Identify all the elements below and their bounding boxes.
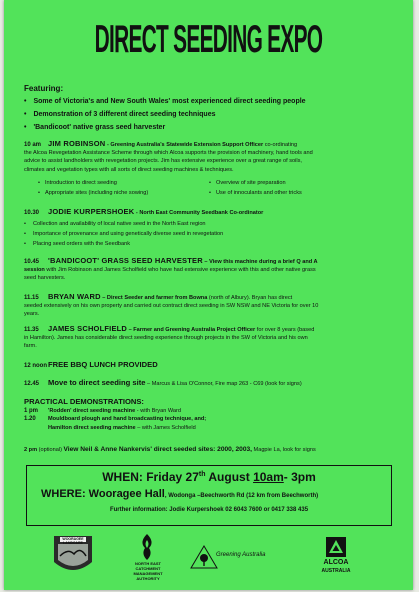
demo-title: Hamilton direct seeding machine <box>48 424 136 431</box>
session-jodie-kurpershoek <box>24 208 389 217</box>
feature-item: • Demonstration of 3 different direct seeding techniques <box>24 108 306 121</box>
flame-icon <box>137 532 157 562</box>
bullet-item: • Overview of site preparation <box>209 180 286 186</box>
jim-bullets-right <box>209 178 302 198</box>
session-desc: Magpie La, look for signs <box>252 447 316 453</box>
practical-demonstrations <box>24 398 389 432</box>
speaker-name: JODIE KURPERSHOEK <box>48 207 135 216</box>
alcoa-text <box>316 559 356 575</box>
session-desc: co-ordinating <box>263 142 298 148</box>
necma-line: NORTH EAST <box>135 561 161 566</box>
optional-label: (optional) <box>37 447 64 453</box>
when-month: August <box>205 470 254 484</box>
demo-desc: – with James Scholfield <box>135 424 196 431</box>
further-info: Further information: Jodie Kurpershoek 02 6043 7600 or 0417 338 435 <box>109 507 309 513</box>
speaker-name: JIM ROBINSON <box>48 139 106 148</box>
speaker-name: BRYAN WARD <box>48 292 101 301</box>
session-time: 1.20 <box>24 416 36 423</box>
session-time: 10 am <box>24 142 42 148</box>
speaker-role: – Direct Seeder and farmer from Bowna <box>100 295 208 301</box>
when-sup: th <box>198 471 206 478</box>
session-bryan-ward <box>24 293 389 319</box>
greening-text: Greening Australia <box>216 552 266 558</box>
bullet-item: • Collection and availability of local native seed in the North East region <box>24 219 223 229</box>
session-desc: farm. <box>24 343 37 350</box>
session-title: Move to direct seeding site <box>48 378 146 387</box>
when-end: - 3pm <box>283 470 316 484</box>
demo-desc: - with Bryan Ward <box>135 408 182 415</box>
where-label: WHERE: Wooragee Hall <box>41 488 165 500</box>
feature-list <box>24 95 306 134</box>
flyer-page <box>4 0 413 590</box>
session-time: 11.15 <box>24 295 39 301</box>
feature-item: • Some of Victoria's and New South Wales' most experienced direct seeding people <box>24 95 306 108</box>
session-optional-visit <box>24 446 389 454</box>
session-time: 12 noon <box>24 363 48 369</box>
necma-text <box>130 561 166 581</box>
necma-line: MANAGEMENT <box>133 571 163 576</box>
session-desc: for over 8 years (based <box>255 327 315 333</box>
alcoa-line: AUSTRALIA <box>321 568 351 574</box>
jim-bullets-left <box>38 178 148 198</box>
alcoa-line: ALCOA <box>323 559 349 566</box>
session-desc: (north of Albury). Bryan has direct <box>207 295 293 301</box>
session-bandicoot <box>24 257 389 283</box>
session-desc: seed harvesters. <box>24 275 66 282</box>
when-start: 10am <box>253 470 284 484</box>
bullet-item: • Use of innoculants and other tricks <box>209 190 302 196</box>
session-desc: advice to assist landholders with revegetation projects. Jim has extensive experience over a great range of soils, <box>24 158 302 165</box>
session-time: 12.45 <box>24 381 40 387</box>
session-jim-robinson <box>24 140 389 174</box>
speaker-role: - North East Community Seedbank Co-ordinator <box>134 210 264 216</box>
speaker-name: JAMES SCHOLFIELD <box>48 324 128 333</box>
bullet-item: • Introduction to direct seeding <box>38 180 117 186</box>
session-lunch <box>24 361 389 370</box>
session-title: View Neil & Anne Nankervis' direct seeded sites: 2000, 2003, <box>63 446 252 453</box>
practical-heading: PRACTICAL DEMONSTRATIONS: <box>24 397 144 406</box>
session-james-scholfield <box>24 325 389 351</box>
tree-triangle-icon <box>189 544 219 570</box>
session-desc: years. <box>24 311 40 318</box>
session-title: FREE BBQ LUNCH PROVIDED <box>48 360 158 369</box>
session-time: 10.30 <box>24 210 40 216</box>
session-desc: seeded extensively on his own property and carried out contract direct seeding in SW NSW and NE Victoria for over 10 <box>24 303 319 310</box>
session-title: 'BANDICOOT' GRASS SEED HARVESTER <box>48 256 203 265</box>
bullet-item: • Appropriate sites (including niche sowing) <box>38 190 148 196</box>
alcoa-triangle-icon <box>325 536 347 558</box>
event-when <box>27 470 391 484</box>
session-move-site <box>24 379 389 388</box>
session-time: 11.35 <box>24 327 39 333</box>
flyer-title: DIRECT SEEDING EXPO <box>94 18 323 62</box>
session-time: 2 pm <box>24 447 38 453</box>
speaker-role: – Farmer and Greening Australia Project Officer <box>127 327 256 333</box>
when-label: WHEN: Friday 27 <box>102 470 199 484</box>
session-desc: climates and vegetation types with all sorts of direct seeding machines & techniques. <box>24 166 234 173</box>
session-desc: in Hamilton). James has considerable direct seeding experience through projects in the SW of Victoria and his own <box>24 335 308 342</box>
speaker-role: - Greening Australia's Statewide Extension Support Officer <box>105 142 264 148</box>
where-detail: , Wodonga –Beechworth Rd (12 km from Beechworth) <box>164 493 319 499</box>
event-where <box>41 488 318 500</box>
necma-line: AUTHORITY <box>136 576 160 581</box>
session-role: – View this machine during a brief Q and A <box>202 259 318 265</box>
bullet-item: • Importance of provenance and using genetically diverse seed in revegetation <box>24 229 223 239</box>
session-time: 10.45 <box>24 259 40 265</box>
session-desc: with Jim Robinson and James Scholfield who have had extensive experience with this and other native grass <box>44 267 316 274</box>
featuring-label: Featuring: <box>24 84 64 93</box>
session-desc: session <box>24 267 45 274</box>
session-desc: the Alcoa Revegetation Assistance Scheme through which Alcoa supports the provision of machinery, hand tools and <box>24 150 313 157</box>
session-desc: – Marcus & Lisa O'Connor, Fire map 263 - C69 (look for signs) <box>145 381 302 387</box>
feature-item: • 'Bandicoot' native grass seed harvester <box>24 121 306 134</box>
event-details-box <box>26 465 392 526</box>
session-time: 1 pm <box>24 408 39 415</box>
necma-line: CATCHMENT <box>135 566 161 571</box>
demo-title: Mouldboard plough and hand broadcasting technique, and; <box>48 416 207 423</box>
bullet-item: • Placing seed orders with the Seedbank <box>24 239 223 249</box>
demo-title: 'Rodden' direct seeding machine <box>48 408 136 415</box>
wooragee-text: WOORAGEE LANDCARE <box>62 537 84 545</box>
jodie-bullets <box>24 219 223 249</box>
